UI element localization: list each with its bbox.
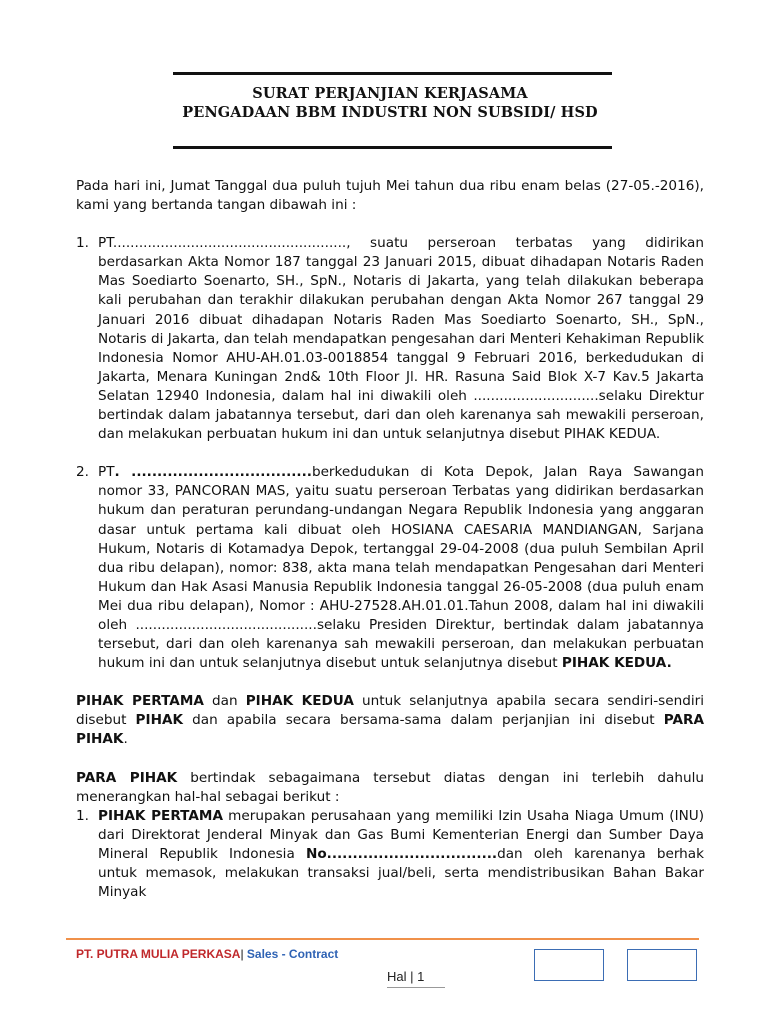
party-prefix: PT [98, 464, 115, 481]
title-line-2: PENGADAAN BBM INDUSTRI NON SUBSIDI/ HSD [182, 104, 598, 121]
party-number: 2. [76, 464, 89, 481]
party-dots: . ................................... [114, 464, 312, 481]
bold-term: PIHAK PERTAMA [98, 807, 223, 824]
bold-term: No................................. [305, 845, 498, 862]
intro-paragraph: Pada hari ini, Jumat Tanggal dua puluh tujuh Mei tahun dua ribu enam belas (27-05.-2016), kami yang bertanda tangan dibawah ini : [76, 178, 704, 214]
footer-divider [66, 938, 699, 940]
point-text [98, 807, 704, 902]
party-item-1 [76, 234, 704, 444]
document-title [120, 84, 660, 122]
page-number: Hal | 1 [387, 969, 425, 984]
text-run: untuk selanjutnya apabila secara sendiri-sendiri disebut [76, 693, 705, 729]
party-body: berkedudukan di Kota Depok, Jalan Raya Sawangan nomor 33, PANCORAN MAS, yaitu suatu perseroan Terbatas yang didirikan berdasarkan hukum dan peraturan perundang-undangan Negara Republik Indonesia yang anggaran dasar untuk pertama kali dibuat oleh HOSIANA CAESARIA MANDIANGAN, Sarjana Hukum, Notaris di Kotamadya Depok, tertanggal 29-04-2008 (dua puluh Sembilan April dua ribu delapan), nomor: 838, akta mana telah mendapatkan Pengesahan dari Menteri Hukum dan Hak Asasi Manusia Republik Indonesia tanggal 26-05-2008 (dua puluh enam Mei dua ribu delapan), Nomor : AHU-27528.AH.01.01.Tahun 2008, dalam hal ini diwakili oleh ..........................................selaku Presiden Direktur, bertindak dalam jabatannya tersebut, dari dan oleh karenanya sah mewakili perseroan, dan melakukan perbuatan hukum ini dan untuk selanjutnya disebut untuk selanjutnya disebut [98, 464, 704, 672]
text-run: merupakan perusahaan yang memiliki Izin Usaha Niaga Umum (INU) dari Direktorat Jenderal Minyak dan Gas Bumi Kementerian Energi dan Sumber Daya Mineral Republik Indonesia [98, 807, 705, 862]
point-item-1 [76, 807, 704, 902]
text-run: dan oleh karenanya berhak untuk memasok, melakukan transaksi jual/beli, serta mendistribusikan Bahan Bakar Minyak [98, 845, 704, 901]
contract-label: Sales - Contract [243, 947, 339, 961]
footer-company [76, 946, 338, 962]
initial-box-2 [627, 949, 697, 981]
party-text: PT......................................................, suatu perseroan terbatas yang didirikan berdasarkan Akta Nomor 187 tanggal 23 Januari 2015, dibuat dihadapan Notaris Raden Mas Soediarto Soenarto, SH., SpN., Notaris di Jakarta, yang telah dilakukan beberapa kali perubahan dan terakhir dilakukan perubahan dengan Akta Nomor 267 tanggal 29 Januari 2016 dibuat dihadapan Notaris Raden Mas Soediarto Soenarto, SH., SpN., Notaris di Jakarta, dan telah mendapatkan pengesahan dari Menteri Kehakiman Republik Indonesia Nomor AHU-AH.01.03-0018854 tanggal 9 Februari 2016, berkedudukan di Jakarta, Menara Kuningan 2nd& 10th Floor Jl. HR. Rasuna Said Blok X-7 Kav.5 Jakarta Selatan 12940 Indonesia, dalam hal ini diwakili oleh .............................selaku Direktur bertindak dalam jabatannya tersebut, dari dan oleh karenanya sah mewakili perseroan, dan melakukan perbuatan hukum ini dan untuk selanjutnya disebut PIHAK KEDUA. [98, 235, 704, 443]
bold-term: PARA PIHAK [76, 712, 704, 748]
bold-term: PIHAK PERTAMA [76, 693, 204, 710]
party-item-2 [76, 463, 704, 673]
bold-term: PARA PIHAK [76, 769, 178, 786]
bold-term: PIHAK KEDUA [245, 693, 354, 710]
para-pihak-paragraph [76, 692, 704, 749]
footer-separator: | [240, 947, 244, 961]
text-run: dan [203, 693, 246, 710]
initial-box-1 [534, 949, 604, 981]
document-body [76, 177, 704, 902]
company-name: PT. PUTRA MULIA PERKASA [76, 947, 241, 961]
title-bottom-rule [173, 146, 612, 149]
text-run: . [123, 731, 128, 748]
point-number: 1. [76, 807, 89, 824]
bold-term: PIHAK [135, 712, 183, 729]
text-run: bertindak sebagaimana tersebut diatas dengan ini terlebih dahulu menerangkan hal-hal sebagai berikut : [76, 769, 704, 805]
title-top-rule [173, 72, 612, 75]
menerangkan-paragraph [76, 769, 704, 807]
party-bold-end: PIHAK KEDUA. [561, 655, 672, 672]
title-line-1: SURAT PERJANJIAN KERJASAMA [252, 85, 528, 102]
page-number-underline [387, 987, 445, 988]
party-number: 1. [76, 235, 89, 252]
party-text [98, 463, 704, 673]
text-run: dan apabila secara bersama-sama dalam perjanjian ini disebut [183, 712, 664, 729]
